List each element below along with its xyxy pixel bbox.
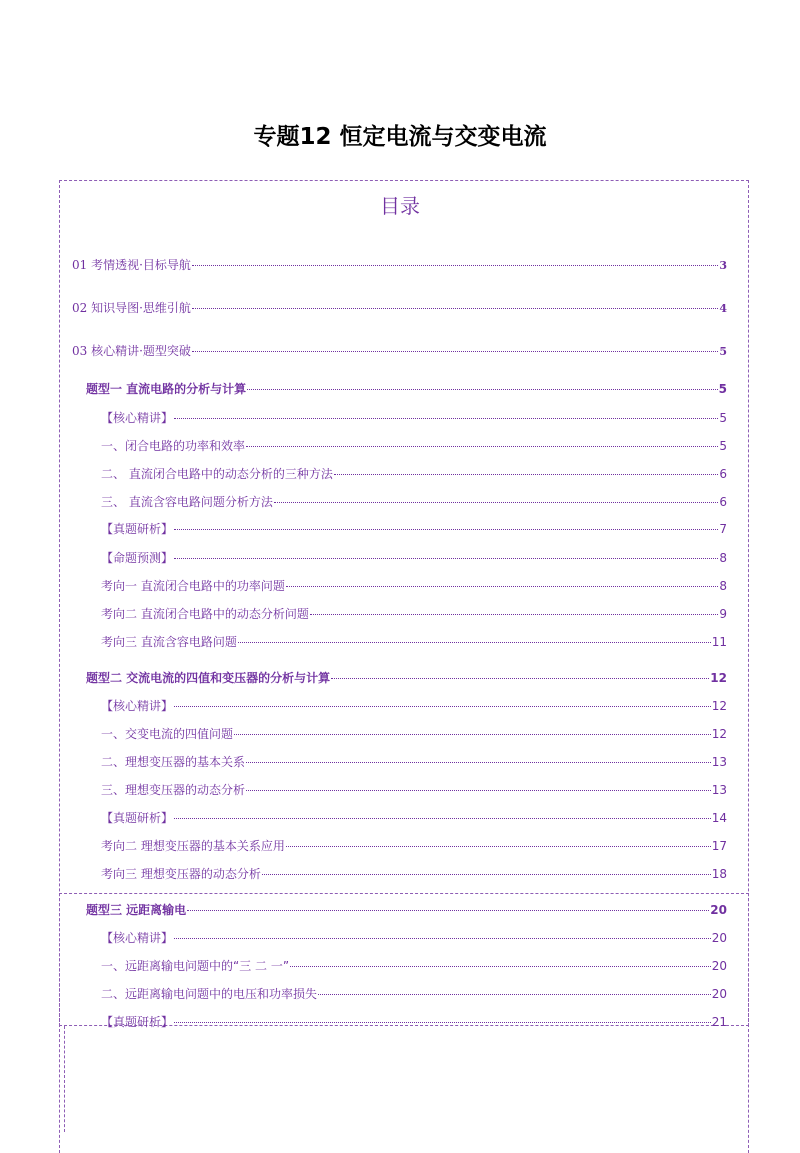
toc-leader — [174, 1022, 711, 1023]
toc-entry[interactable] — [101, 837, 727, 855]
toc-leader — [247, 389, 717, 390]
toc-entry-text: 二、 直流闭合电路中的动态分析的三种方法 — [101, 467, 333, 481]
toc-entry[interactable] — [72, 342, 727, 360]
toc-leader — [174, 818, 711, 819]
toc-entry-page: 8 — [719, 579, 727, 593]
toc-leader — [310, 614, 719, 615]
toc-leader — [246, 790, 711, 791]
toc-entry[interactable] — [101, 549, 727, 567]
toc-entry[interactable] — [101, 577, 727, 595]
toc-leader — [290, 966, 711, 967]
toc-entry-text: 【真题研析】 — [101, 1015, 174, 1029]
toc-entry-page: 18 — [711, 867, 727, 881]
toc-entry-page: 12 — [710, 671, 727, 685]
toc-entry[interactable] — [101, 781, 727, 799]
toc-entry-text: 二、理想变压器的基本关系 — [101, 755, 246, 769]
toc-entry-text: 一、闭合电路的功率和效率 — [101, 439, 246, 453]
toc-entry-page: 11 — [711, 635, 727, 649]
toc-entry-text: 考向二 直流闭合电路中的动态分析问题 — [101, 607, 309, 621]
toc-leader — [262, 874, 711, 875]
toc-entry[interactable] — [101, 957, 727, 975]
toc-leader — [318, 994, 711, 995]
toc-entry-text: 二、远距离输电问题中的电压和功率损失 — [101, 987, 318, 1001]
toc-leader — [174, 938, 711, 939]
toc-leader — [174, 558, 718, 559]
toc-entry-text: 三、理想变压器的动态分析 — [101, 783, 246, 797]
toc-entry-page: 3 — [719, 259, 727, 272]
toc-leader — [246, 446, 718, 447]
frame-left-edge — [64, 1026, 65, 1132]
toc-entry-page: 5 — [719, 345, 727, 358]
toc-entry[interactable] — [101, 520, 727, 538]
toc-entry-text: 【核心精讲】 — [101, 411, 174, 425]
toc-entry-text: 考向三 直流含容电路问题 — [101, 635, 237, 649]
toc-entry-page: 17 — [711, 839, 727, 853]
toc-entry-page: 6 — [719, 467, 727, 481]
toc-entry-page: 6 — [719, 495, 727, 509]
toc-leader — [238, 642, 711, 643]
toc-entry-text: 03 核心精讲·题型突破 — [72, 344, 191, 358]
toc-entry-text: 考向三 理想变压器的动态分析 — [101, 867, 261, 881]
toc-entry-text: 一、交变电流的四值问题 — [101, 727, 234, 741]
toc-entry[interactable] — [101, 985, 727, 1003]
toc-entry-text: 【核心精讲】 — [101, 699, 174, 713]
toc-entry-page: 12 — [711, 699, 727, 713]
toc-leader — [174, 706, 711, 707]
toc-entry-text: 题型三 远距离输电 — [86, 903, 187, 917]
toc-leader — [286, 586, 719, 587]
toc-entry[interactable] — [101, 753, 727, 771]
toc-entry-page: 8 — [719, 551, 727, 565]
toc-entry[interactable] — [101, 437, 727, 455]
toc-entry-page: 13 — [711, 755, 727, 769]
toc-entry-text: 01 考情透视·目标导航 — [72, 258, 191, 272]
toc-leader — [192, 308, 718, 309]
toc-leader — [187, 910, 709, 911]
toc-heading: 目录 — [380, 194, 420, 218]
toc-entry-text: 02 知识导图·思维引航 — [72, 301, 191, 315]
toc-entry[interactable] — [86, 380, 727, 398]
toc-entry-text: 【真题研析】 — [101, 811, 174, 825]
toc-entry-page: 5 — [719, 439, 727, 453]
toc-entry[interactable] — [86, 669, 727, 687]
toc-entry-page: 7 — [719, 522, 727, 536]
toc-entry[interactable] — [101, 697, 727, 715]
toc-entry-page: 4 — [719, 302, 727, 315]
toc-entry-text: 考向一 直流闭合电路中的功率问题 — [101, 579, 285, 593]
toc-entry-text: 题型一 直流电路的分析与计算 — [86, 382, 247, 396]
toc-entry-page: 5 — [718, 382, 727, 396]
toc-entry-page: 9 — [719, 607, 727, 621]
toc-entry-page: 20 — [711, 987, 727, 1001]
toc-leader — [234, 734, 711, 735]
toc-entry-text: 【核心精讲】 — [101, 931, 174, 945]
toc-entry-text: 三、 直流含容电路问题分析方法 — [101, 495, 273, 509]
toc-entry-page: 14 — [711, 811, 727, 825]
toc-entry[interactable] — [101, 493, 727, 511]
toc-entry-page: 12 — [711, 727, 727, 741]
toc-entry-text: 题型二 交流电流的四值和变压器的分析与计算 — [86, 671, 331, 685]
toc-entry[interactable] — [101, 409, 727, 427]
toc-entry-text: 考向二 理想变压器的基本关系应用 — [101, 839, 285, 853]
toc-leader — [174, 418, 718, 419]
toc-leader — [286, 846, 711, 847]
toc-entry-page: 20 — [711, 959, 727, 973]
toc-entry-page: 20 — [711, 931, 727, 945]
toc-entry-page: 13 — [711, 783, 727, 797]
toc-entry[interactable] — [101, 809, 727, 827]
toc-leader — [246, 762, 711, 763]
toc-entry[interactable] — [101, 725, 727, 743]
toc-entry[interactable] — [101, 605, 727, 623]
toc-leader — [192, 265, 718, 266]
toc-entry-text: 【命题预测】 — [101, 551, 174, 565]
toc-leader — [334, 474, 719, 475]
toc-entry-page: 5 — [719, 411, 727, 425]
toc-entry-page: 20 — [710, 903, 727, 917]
toc-entry[interactable] — [72, 256, 727, 274]
toc-leader — [192, 351, 718, 352]
toc-leader — [331, 678, 709, 679]
toc-entry[interactable] — [86, 901, 727, 919]
toc-entry-text: 一、远距离输电问题中的“三 二 一” — [101, 959, 290, 973]
toc-entry-page: 21 — [711, 1015, 727, 1029]
toc-entry[interactable] — [101, 929, 727, 947]
toc-leader — [174, 529, 718, 530]
toc-leader — [274, 502, 719, 503]
toc-entry[interactable] — [101, 865, 727, 883]
document-title: 专题12 恒定电流与交变电流 — [253, 124, 547, 150]
toc-entry-text: 【真题研析】 — [101, 522, 174, 536]
toc-entry[interactable] — [101, 633, 727, 651]
toc-entry[interactable] — [72, 299, 727, 317]
toc-entry[interactable] — [101, 465, 727, 483]
toc-entry[interactable] — [101, 1013, 727, 1031]
